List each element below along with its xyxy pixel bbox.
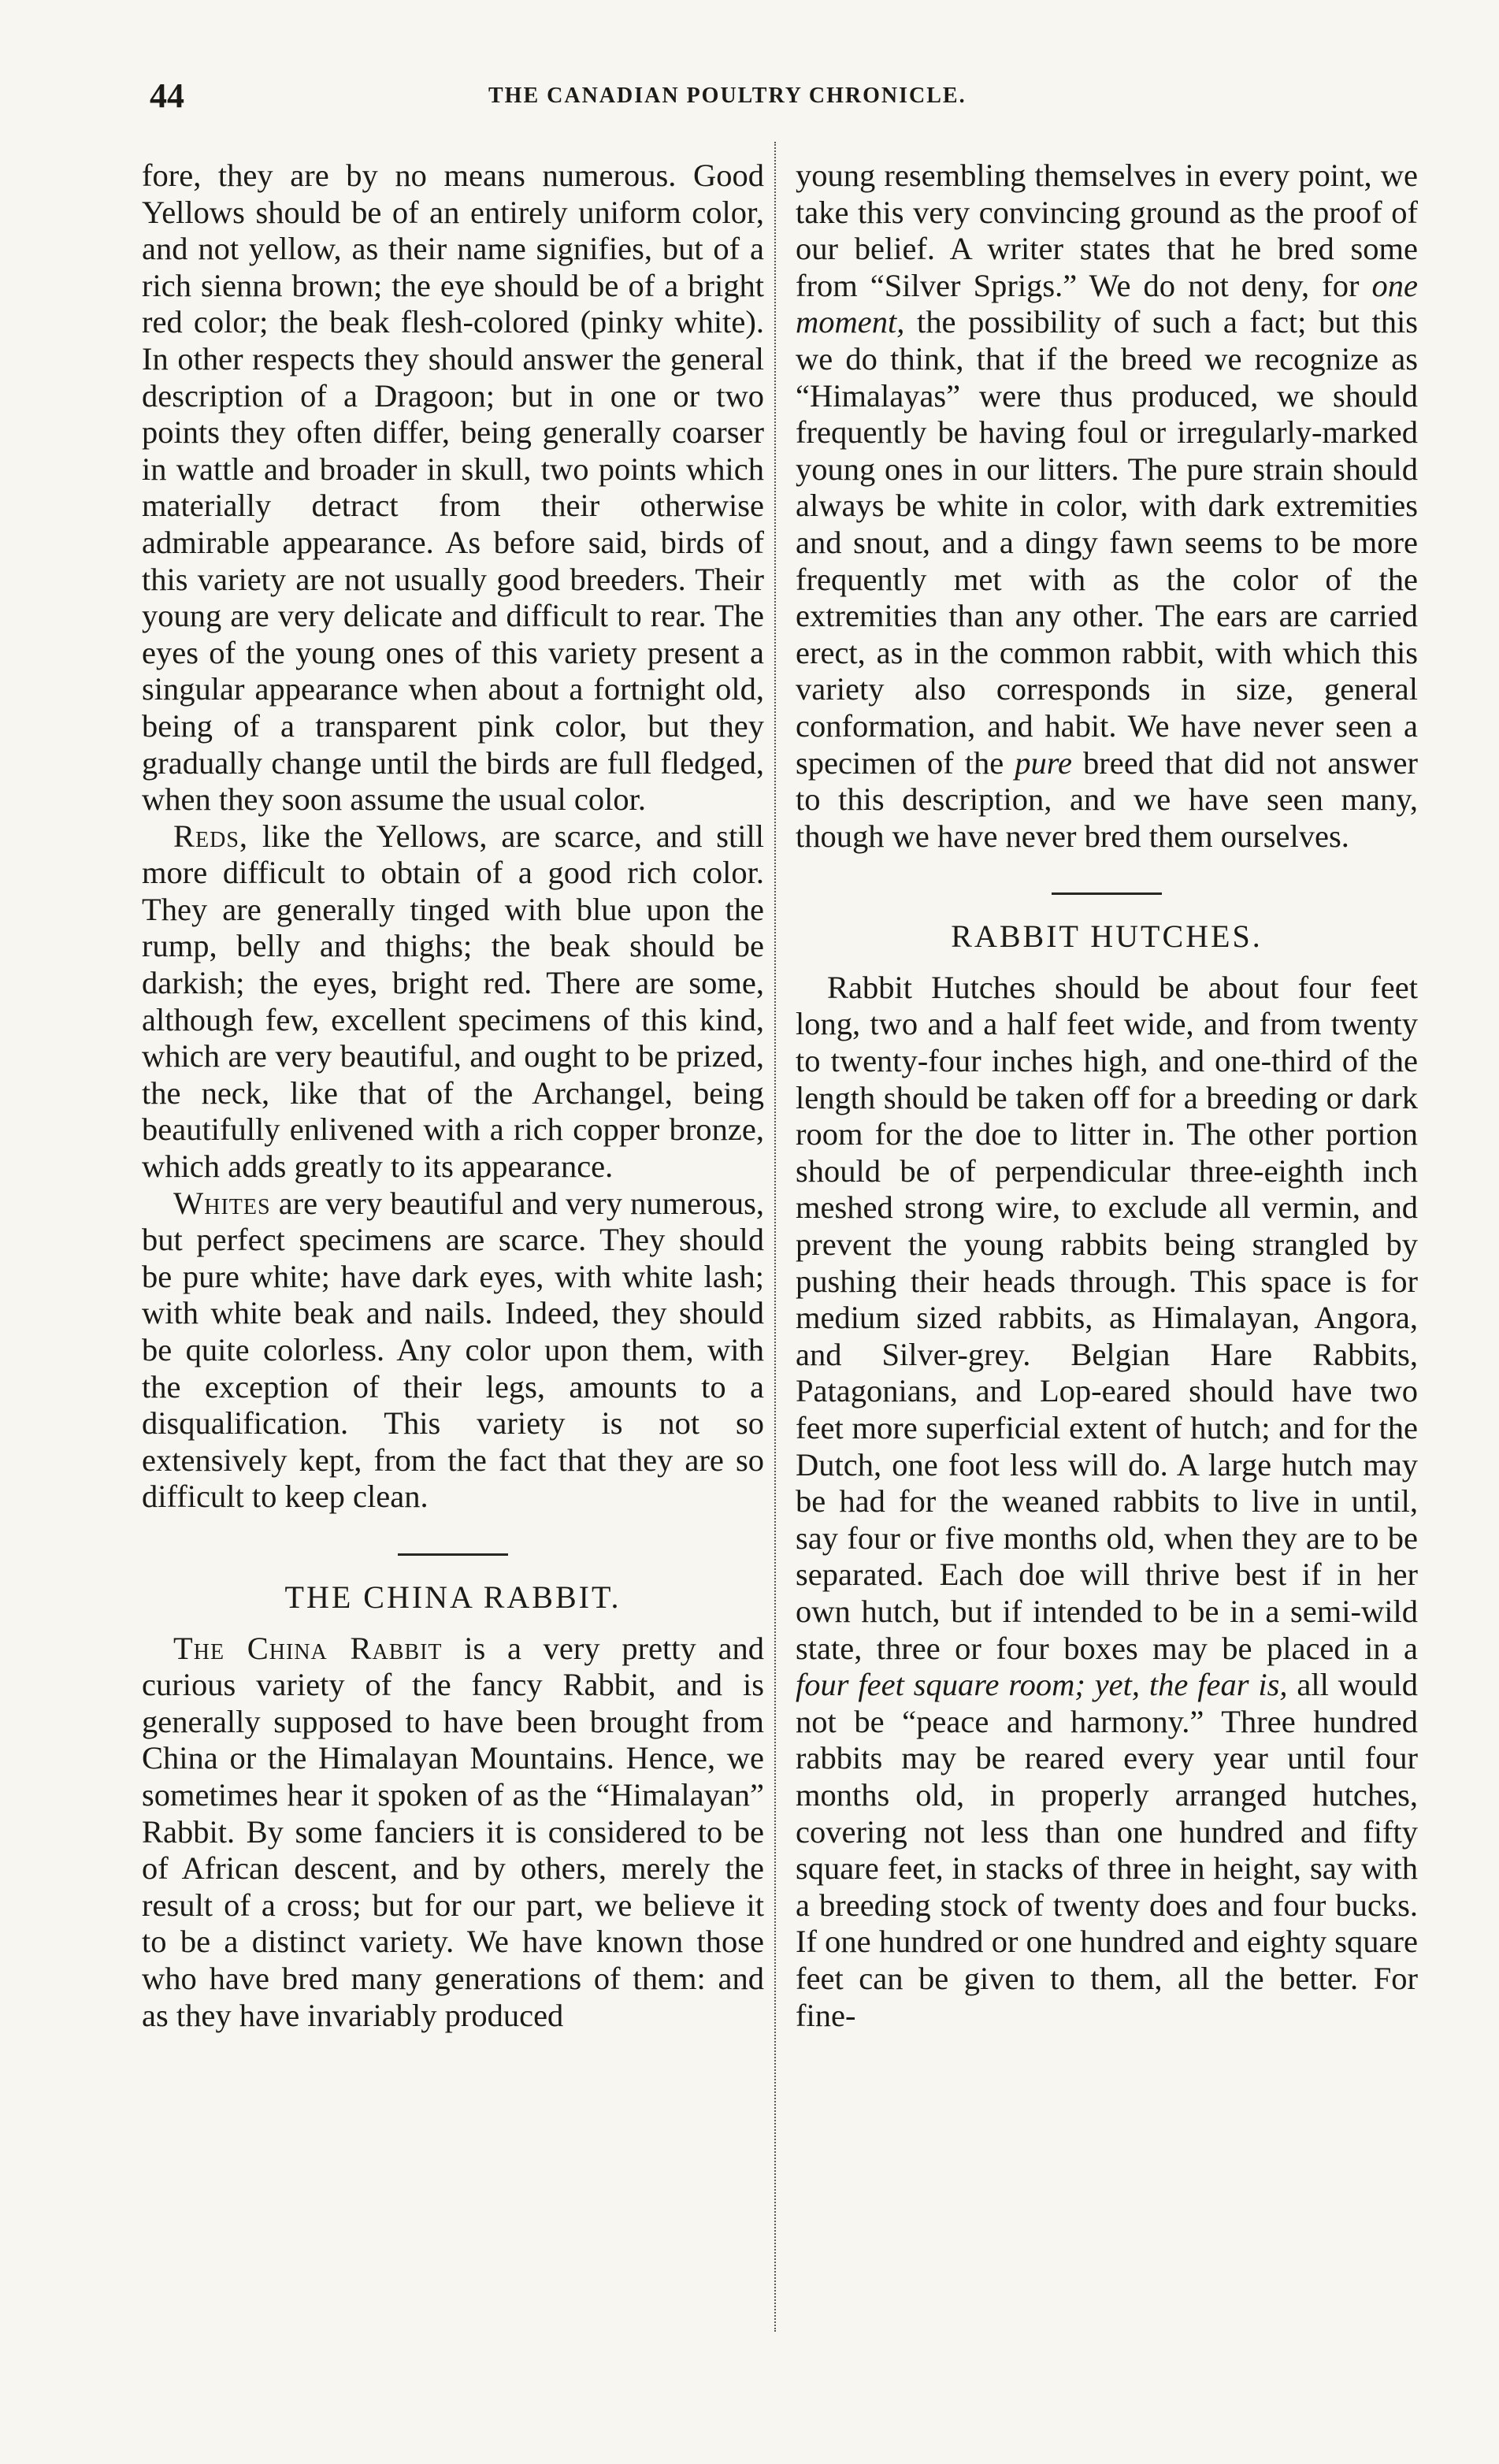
hutches-text-b: all would not be “peace and harmony.” Three hundred rabbits may be reared every year until four months old, in properly arranged hutches, covering not less than one hundred and fifty square feet, in stacks of three in height, say with a breeding stock of twenty does and four bucks. If one hundred or one hundred and eighty square feet can be given to them, all the better. For fine- bbox=[796, 1667, 1418, 2033]
himalayan-text-c: breed that did not answer to this description, and we have seen many, though we have never bred them ourselves. bbox=[796, 744, 1418, 854]
section-separator bbox=[398, 1553, 508, 1556]
himalayan-italic-b: pure bbox=[1015, 744, 1072, 781]
china-rabbit-lead: The China Rabbit bbox=[173, 1630, 443, 1666]
paragraph-rabbit-hutches bbox=[796, 970, 1418, 2034]
whites-lead: Whites bbox=[173, 1185, 271, 1221]
running-head: THE CANADIAN POULTRY CHRONICLE. bbox=[488, 83, 967, 108]
paragraph-yellows: fore, they are by no means numerous. Good Yellows should be of an entirely uniform color, and not yellow, as their name signifies, but of a rich sienna brown; the eye should be of a bright red color; the beak flesh-colored (pinky white). In other respects they should answer the general description of a Dragoon; but in one or two points they often differ, being generally coarser in wattle and broader in skull, two points which materially detract from their otherwise admirable appearance. As before said, birds of this variety are not usually good breeders. Their young are very delicate and difficult to rear. The eyes of the young ones of this variety present a singular appearance when about a fortnight old, being of a transparent pink color, but they gradually change until the birds are full fledged, when they soon assume the usual color. bbox=[142, 158, 764, 818]
right-column bbox=[796, 158, 1418, 2034]
whites-text: are very beautiful and very numerous, but perfect specimens are scarce. They should be pure white; have dark eyes, with white lash; with white beak and nails. Indeed, they should be quite colorless. Any color upon them, with the exception of their legs, amounts to a disqualification. This variety is not so extensively kept, from the fact that they are so difficult to keep clean. bbox=[142, 1185, 764, 1515]
himalayan-text-a: young resembling themselves in every point, we take this very convincing ground as the proof of our belief. A writer states that he bred some from “Silver Sprigs.” We do not deny, for bbox=[796, 158, 1418, 303]
paragraph-whites bbox=[142, 1186, 764, 1516]
himalayan-italic-a: one moment, bbox=[796, 267, 1418, 340]
column-divider bbox=[774, 142, 776, 2332]
heading-rabbit-hutches: RABBIT HUTCHES. bbox=[951, 918, 1263, 955]
paragraph-himalayan-continued bbox=[796, 158, 1418, 855]
reds-lead: Reds, bbox=[173, 818, 249, 854]
section-separator bbox=[1052, 892, 1162, 895]
page-header bbox=[150, 76, 1410, 123]
hutches-italic: four feet square room; yet, the fear is, bbox=[796, 1667, 1288, 1703]
paragraph-reds bbox=[142, 818, 764, 1186]
himalayan-text-b: the possibility of such a fact; but this we do think, that if the breed we recognize as “Himalayas” were thus produced, we should frequently be having foul or irregularly-marked young ones in our litters. The pure strain should always be white in color, with dark extremities and snout, and a dingy fawn seems to be more frequently met with as the color of the extremities than any other. The ears are carried erect, as in the common rabbit, with which this variety also corresponds in size, general conformation, and habit. We have never seen a specimen of the bbox=[796, 304, 1418, 781]
left-column bbox=[142, 158, 764, 2034]
heading-china-rabbit: THE CHINA RABBIT. bbox=[284, 1579, 621, 1615]
china-rabbit-text: is a very pretty and curious variety of the fancy Rabbit, and is generally supposed to have been brought from China or the Himalayan Mountains. Hence, we sometimes hear it spoken of as the “Himalayan” Rabbit. By some fanciers it is considered to be of African descent, and by others, merely the result of a cross; but for our part, we believe it to be a distinct variety. We have known those who have bred many generations of them: and as they have invariably produced bbox=[142, 1630, 764, 2033]
paragraph-china-rabbit bbox=[142, 1631, 764, 2035]
hutches-text-a: Rabbit Hutches should be about four feet long, two and a half feet wide, and from twenty to twenty-four inches high, and one-third of the length should be taken off for a breeding or dark room for the doe to litter in. The other portion should be of perpendicular three-eighth inch meshed strong wire, to exclude all vermin, and prevent the young rabbits being strangled by pushing their heads through. This space is for medium sized rabbits, as Himalayan, Angora, and Silver-grey. Belgian Hare Rabbits, Patagonians, and Lop-eared should have two feet more superficial extent of hutch; and for the Dutch, one foot less will do. A large hutch may be had for the weaned rabbits to live in until, say four or five months old, when they are to be separated. Each doe will thrive best if in her own hutch, but if intended to be in a semi-wild state, three or four boxes may be placed in a bbox=[796, 969, 1418, 1666]
reds-text: like the Yellows, are scarce, and still more difficult to obtain of a good rich color. They are generally tinged with blue upon the rump, belly and thighs; the beak should be darkish; the eyes, bright red. There are some, although few, excellent specimens of this kind, which are very beautiful, and ought to be prized, the neck, like that of the Archangel, being beautifully enlivened with a rich copper bronze, which adds greatly to its appearance. bbox=[142, 818, 764, 1185]
page-number: 44 bbox=[150, 76, 184, 115]
